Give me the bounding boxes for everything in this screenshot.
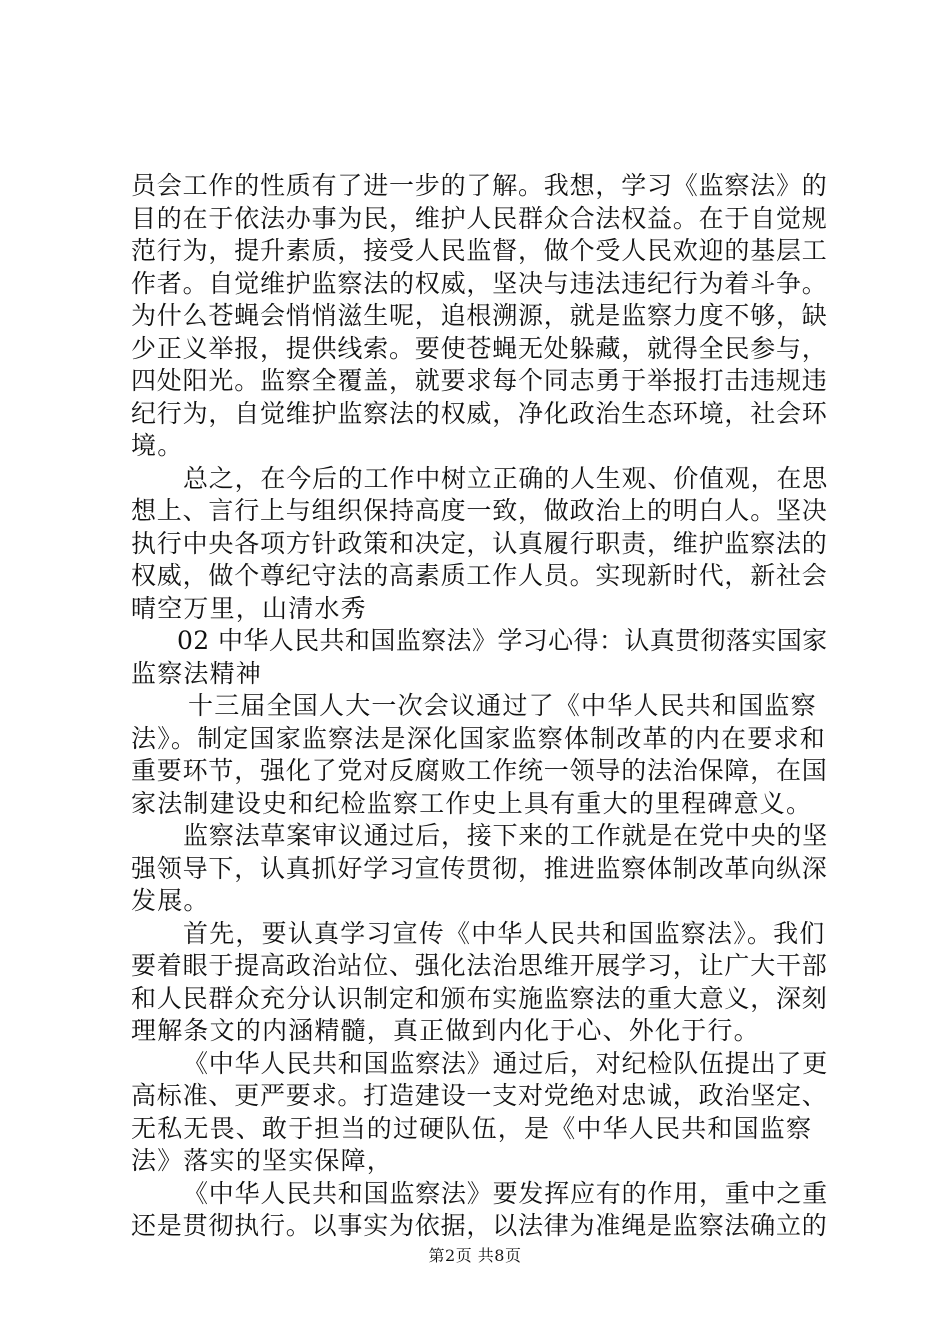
text-line: 目的在于依法办事为民，维护人民群众合法权益。在于自觉规 <box>131 203 828 233</box>
text-line: 权威，做个尊纪守法的高素质工作人员。实现新时代，新社会 <box>131 561 828 590</box>
text-line: 纪行为，自觉维护监察法的权威，净化政治生态环境，社会环 <box>131 398 828 428</box>
text-line: 首先，要认真学习宣传《中华人民共和国监察法》。我们 <box>183 918 826 948</box>
text-line: 监察法草案审议通过后，接下来的工作就是在党中央的坚 <box>183 821 829 850</box>
text-line: 境。 <box>131 431 184 460</box>
text-line: 家法制建设史和纪检监察工作史上具有重大的里程碑意义。 <box>131 788 813 818</box>
text-line: 晴空万里，山清水秀 <box>131 593 367 623</box>
text-line: 还是贯彻执行。以事实为依据，以法律为准绳是监察法确立的 <box>131 1211 828 1240</box>
text-line: 想上、言行上与组织保持高度一致，做政治上的明白人。坚决 <box>131 496 828 525</box>
text-line: 总之，在今后的工作中树立正确的人生观、价值观，在思 <box>183 463 829 493</box>
text-line: 少正义举报，提供线索。要使苍蝇无处躲藏，就得全民参与， <box>131 333 828 363</box>
document-body <box>131 170 831 1243</box>
text-line: 四处阳光。监察全覆盖，就要求每个同志勇于举报打击违规违 <box>131 366 828 395</box>
text-line: 《中华人民共和国监察法》通过后，对纪检队伍提出了更 <box>183 1048 829 1078</box>
text-line: 要着眼于提高政治站位、强化法治思维开展学习，让广大干部 <box>131 951 828 980</box>
text-line: 员会工作的性质有了进一步的了解。我想，学习《监察法》的 <box>131 171 828 200</box>
text-line: 十三届全国人大一次会议通过了《中华人民共和国监察 <box>188 691 817 720</box>
text-line: 法》。制定国家监察法是深化国家监察体制改革的内在要求和 <box>131 723 826 753</box>
text-line: 法》落实的坚实保障， <box>131 1146 394 1175</box>
text-line: 重要环节，强化了党对反腐败工作统一领导的法治保障，在国 <box>131 756 828 785</box>
text-line: 和人民群众充分认识制定和颁布实施监察法的重大意义，深刻 <box>131 983 828 1013</box>
text-line: 《中华人民共和国监察法》要发挥应有的作用，重中之重 <box>183 1178 829 1208</box>
text-line: 监察法精神 <box>131 658 263 688</box>
page-footer: 第2页 共8页 <box>428 1246 522 1265</box>
text-line: 范行为，提升素质，接受人民监督，做个受人民欢迎的基层工 <box>131 236 828 265</box>
text-line: 强领导下，认真抓好学习宣传贯彻，推进监察体制改革向纵深 <box>131 853 828 883</box>
text-line: 高标准、更严要求。打造建设一支对党绝对忠诚，政治坚定、 <box>131 1081 828 1110</box>
text-line: 作者。自觉维护监察法的权威，坚决与违法违纪行为着斗争。 <box>131 268 828 298</box>
text-line: 无私无畏、敢于担当的过硬队伍，是《中华人民共和国监察 <box>131 1113 813 1143</box>
text-line: 02 中华人民共和国监察法》学习心得：认真贯彻落实国家 <box>177 626 828 655</box>
text-line: 为什么苍蝇会悄悄滋生呢，追根溯源，就是监察力度不够，缺 <box>131 301 828 330</box>
text-line: 理解条文的内涵精髓，真正做到内化于心、外化于行。 <box>131 1016 760 1045</box>
text-line: 发展。 <box>131 886 210 915</box>
text-line: 执行中央各项方针政策和决定，认真履行职责，维护监察法的 <box>131 528 828 558</box>
